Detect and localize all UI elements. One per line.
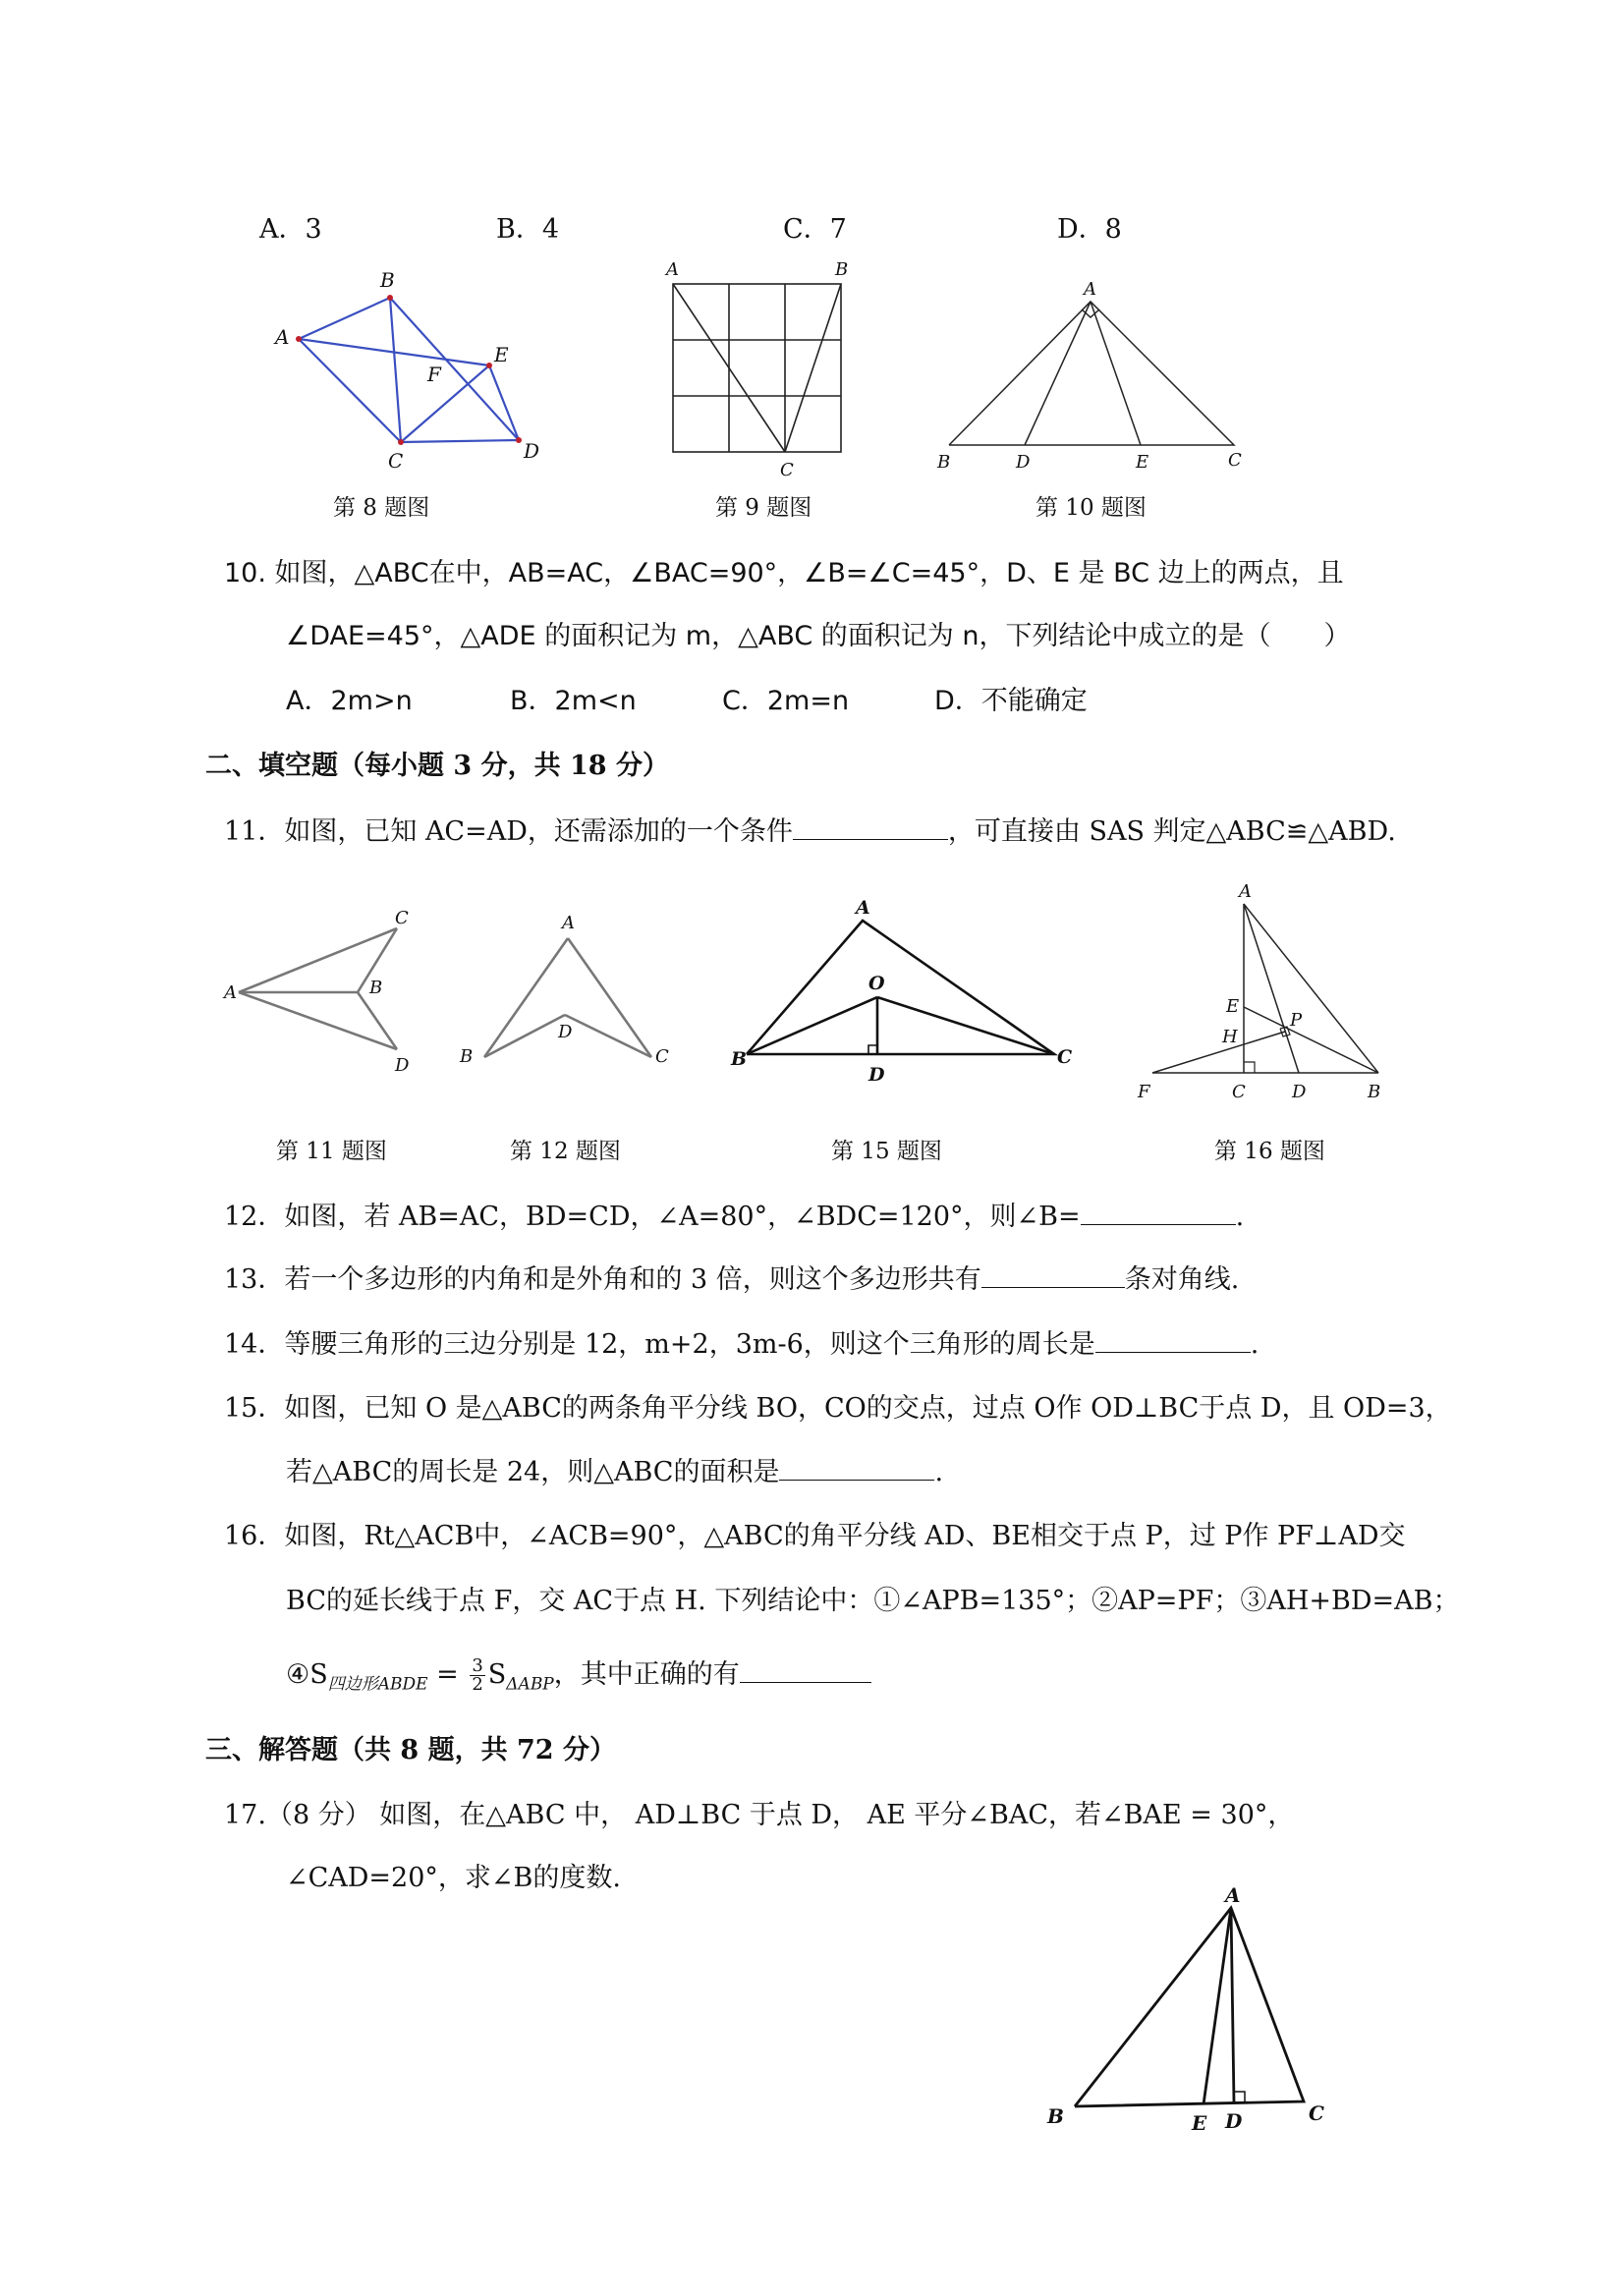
q13-text-pre: 13．若一个多边形的内角和是外角和的 3 倍，则这个多边形共有 [224,1264,981,1295]
label-b: B [380,268,395,292]
label-a: A [1239,881,1252,902]
fraction [470,1657,484,1694]
q16-line2: BC的延长线于点 F，交 AC于点 H. 下列结论中：①∠APB=135°；②AP=PF；③AH+BD=AB； [286,1586,1460,1616]
label-d: D [1225,2109,1243,2133]
q16-answer-blank[interactable] [740,1656,871,1683]
caption-fig-16: 第 16 题图 [1214,1139,1325,1164]
label-d: D [395,1055,410,1076]
label-c: C [1232,1082,1246,1102]
option-c: C．7 [783,214,847,245]
q16-line1: 16．如图，Rt△ACB中，∠ACB=90°，△ABC的角平分线 AD、BE相交于点 P，过 P作 PF⊥AD交 [224,1521,1406,1551]
label-a: A [1084,279,1096,300]
label-c: C [1228,450,1242,471]
caption-fig-10: 第 10 题图 [1035,495,1147,521]
label-p: P [1290,1010,1303,1031]
label-e: E [1136,452,1149,473]
label-b: B [1368,1082,1381,1102]
figure-11 [220,902,426,1079]
label-d: D [1016,452,1031,473]
label-c: C [395,908,409,928]
label-b: B [460,1046,474,1067]
label-a: A [1225,1883,1241,1907]
q17-line1: 17.（8 分） 如图，在△ABC 中， AD⊥BC 于点 D， AE 平分∠BAC，若∠BAE = 30°， [224,1800,1295,1830]
q11-text-post: ，可直接由 SAS 判定△ABC≌△ABD. [947,816,1396,847]
q13-text-post: 条对角线. [1124,1264,1240,1295]
label-a: A [666,259,679,280]
q16-line3 [286,1656,871,1702]
q17-line2: ∠CAD=20°，求∠B的度数. [286,1863,621,1893]
option-d: D．8 [1057,214,1122,245]
q12-text-post: . [1235,1202,1245,1232]
label-a: A [562,913,575,933]
section-2-heading: 二、填空题（每小题 3 分，共 18 分） [205,751,669,781]
q13-answer-blank[interactable] [981,1261,1125,1288]
q14-answer-blank[interactable] [1095,1326,1251,1353]
label-a: A [275,325,290,349]
label-a: A [856,897,870,919]
label-o: O [868,973,885,994]
figure-8 [265,265,550,472]
caption-fig-9: 第 9 题图 [715,495,812,521]
caption-fig-12: 第 12 题图 [510,1139,621,1164]
figure-9 [658,257,865,483]
q10-option-b: B．2m<n [510,686,637,716]
label-b: B [731,1048,748,1070]
label-e: E [494,343,509,366]
q10-line2: ∠DAE=45°，△ADE 的面积记为 m，△ABC 的面积记为 n，下列结论中成立的是（ ） [286,621,1351,651]
q12-text-pre: 12．如图，若 AB=AC，BD=CD，∠A=80°，∠BDC=120°，则∠B= [224,1202,1081,1232]
q11-answer-blank[interactable] [793,813,948,840]
q15-text-pre: 若△ABC的周长是 24，则△ABC的面积是 [286,1457,780,1487]
q15-text-post: . [934,1457,944,1487]
figure-15 [727,892,1091,1089]
q16-text-post: ，其中正确的有 [553,1659,740,1690]
label-c: C [780,460,794,480]
q12-answer-blank[interactable] [1081,1199,1236,1225]
label-c: C [655,1046,669,1067]
q16-text-s2: S [487,1659,507,1690]
label-b: B [1047,2104,1064,2128]
q10-option-a: A．2m>n [286,686,413,716]
figure-17 [1041,1884,1336,2140]
q11-line [224,813,1396,850]
q15-line1: 15．如图，已知 O 是△ABC的两条角平分线 BO，CO的交点，过点 O作 OD⊥BC于点 D，且 OD=3， [224,1393,1452,1424]
label-b: B [369,978,383,998]
label-h: H [1222,1027,1238,1047]
q10-option-c: C．2m=n [722,686,850,716]
q11-text-pre: 11．如图，已知 AC=AD，还需添加的一个条件 [224,816,793,847]
q14-line [224,1326,1259,1363]
label-c: C [388,449,404,473]
caption-fig-11: 第 11 题图 [276,1139,387,1164]
label-c: C [1057,1046,1073,1068]
option-b: B．4 [496,214,560,245]
q14-text-pre: 14．等腰三角形的三边分别是 12，m+2，3m-6，则这个三角形的周长是 [224,1329,1095,1360]
q13-line [224,1261,1239,1298]
label-f: F [427,363,441,386]
q16-eq: = [427,1659,468,1690]
label-f: F [1138,1082,1150,1102]
caption-fig-8: 第 8 题图 [333,495,430,521]
q16-sub-tri: ΔABP [506,1674,554,1695]
fraction-denominator: 2 [472,1674,483,1695]
label-d: D [524,439,540,463]
q14-text-post: . [1250,1329,1259,1360]
label-a: A [224,982,237,1003]
q16-sub-quad: 四边形ABDE [327,1674,428,1695]
figure-16 [1130,880,1395,1106]
option-a: A．3 [259,214,322,245]
q16-text-s: ④S [286,1659,328,1690]
q12-line [224,1199,1244,1235]
label-b: B [835,259,849,280]
q15-line2 [286,1454,943,1490]
label-d: D [868,1064,885,1086]
label-d: D [1292,1082,1307,1102]
figure-12 [454,914,680,1081]
q10-option-d: D．不能确定 [934,686,1088,716]
label-e: E [1226,996,1240,1017]
q15-answer-blank[interactable] [779,1454,934,1481]
label-c: C [1309,2101,1324,2125]
fraction-numerator: 3 [472,1655,483,1676]
q10-line1: 10. 如图，△ABC在中，AB=AC，∠BAC=90°，∠B=∠C=45°，D、E 是 BC 边上的两点，且 [224,558,1344,588]
figure-10 [933,280,1258,476]
label-b: B [937,452,951,473]
label-d: D [558,1022,573,1042]
label-e: E [1192,2111,1207,2135]
caption-fig-15: 第 15 题图 [831,1139,942,1164]
section-3-heading: 三、解答题（共 8 题，共 72 分） [205,1735,616,1765]
